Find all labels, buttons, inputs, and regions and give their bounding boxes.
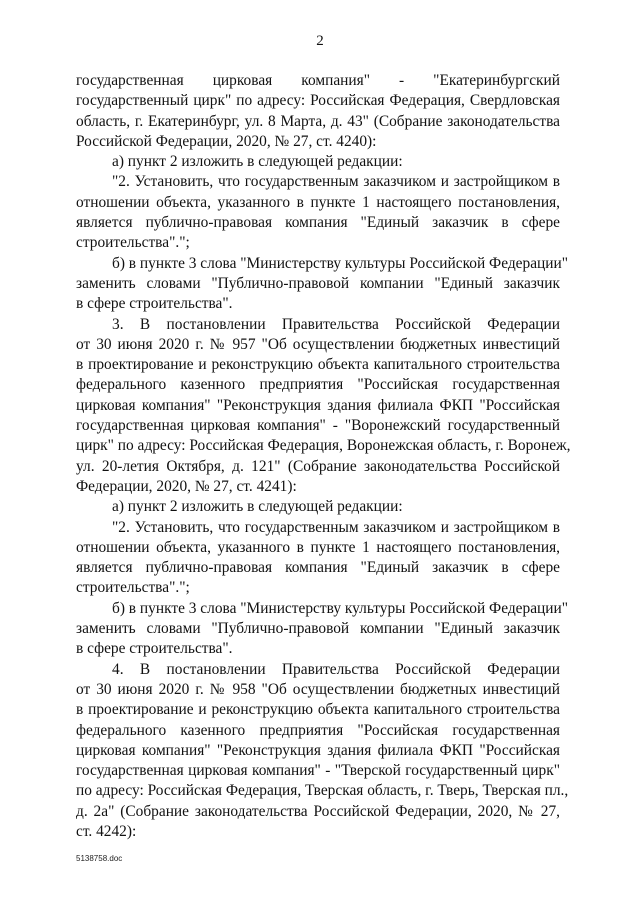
text-line: государственный цирк" по адресу: Российская Федерация, Свердловская [76,92,560,109]
text-line: строительства"."; [76,579,190,596]
page-number: 2 [316,33,324,49]
footer-filename: 5138758.doc [76,854,123,863]
text-line: цирк" по адресу: Российская Федерация, Воронежская область, г. Воронеж, [76,437,571,454]
text-line: по адресу: Российская Федерация, Тверская область, г. Тверь, Тверская пл., [76,782,569,799]
text-line: является публично-правовая компания "Единый заказчик в сфере [76,559,560,576]
text-line: б) в пункте 3 слова "Министерству культуры Российской Федерации" [112,255,569,272]
text-line: от 30 июня 2020 г. № 957 "Об осуществлении бюджетных инвестиций [76,336,560,353]
text-line: "2. Установить, что государственным заказчиком и застройщиком в [112,173,560,190]
text-line: ул. 20-летия Октября, д. 121" (Собрание законодательства Российской [76,458,560,475]
text-line: отношении объекта, указанного в пункте 1 настоящего постановления, [76,539,560,556]
text-line: Федерации, 2020, № 27, ст. 4241): [76,478,297,495]
text-line: государственная цирковая компания" - "Воронежский государственный [76,417,560,434]
text-line: государственная цирковая компания" - "Тверской государственный цирк" [76,762,560,779]
text-line: цирковая компания" "Реконструкция здания филиала ФКП "Российская [76,742,560,759]
text-line: отношении объекта, указанного в пункте 1 настоящего постановления, [76,194,560,211]
text-line: от 30 июня 2020 г. № 958 "Об осуществлении бюджетных инвестиций [76,681,560,698]
text-line: в проектирование и реконструкцию объекта капитального строительства [76,701,560,718]
text-line: федерального казенного предприятия "Российская государственная [76,722,560,739]
text-line: "2. Установить, что государственным заказчиком и застройщиком в [112,519,560,536]
text-line: в проектирование и реконструкцию объекта капитального строительства [76,356,560,373]
text-line: ст. 4242): [76,823,137,840]
text-line: 3. В постановлении Правительства Российской Федерации [112,316,560,333]
text-line: государственная цирковая компания" - "Екатеринбургский [76,72,560,89]
text-line: 4. В постановлении Правительства Российской Федерации [112,661,560,678]
text-line: в сфере строительства". [76,640,233,657]
text-line: в сфере строительства". [76,295,233,312]
text-line: а) пункт 2 изложить в следующей редакции: [112,153,403,170]
text-line: строительства"."; [76,234,190,251]
text-line: заменить словами "Публично-правовой компании "Единый заказчик [76,275,560,292]
text-line: федерального казенного предприятия "Российская государственная [76,376,560,393]
text-line: Российской Федерации, 2020, № 27, ст. 4240): [76,133,377,150]
text-line: а) пункт 2 изложить в следующей редакции: [112,498,403,515]
text-line: является публично-правовая компания "Единый заказчик в сфере [76,214,560,231]
text-line: б) в пункте 3 слова "Министерству культуры Российской Федерации" [112,600,569,617]
text-line: цирковая компания" "Реконструкция здания филиала ФКП "Российская [76,397,560,414]
text-line: д. 2а" (Собрание законодательства Российской Федерации, 2020, № 27, [76,803,560,820]
text-line: заменить словами "Публично-правовой компании "Единый заказчик [76,620,560,637]
text-line: область, г. Екатеринбург, ул. 8 Марта, д. 43" (Собрание законодательства [76,113,560,130]
